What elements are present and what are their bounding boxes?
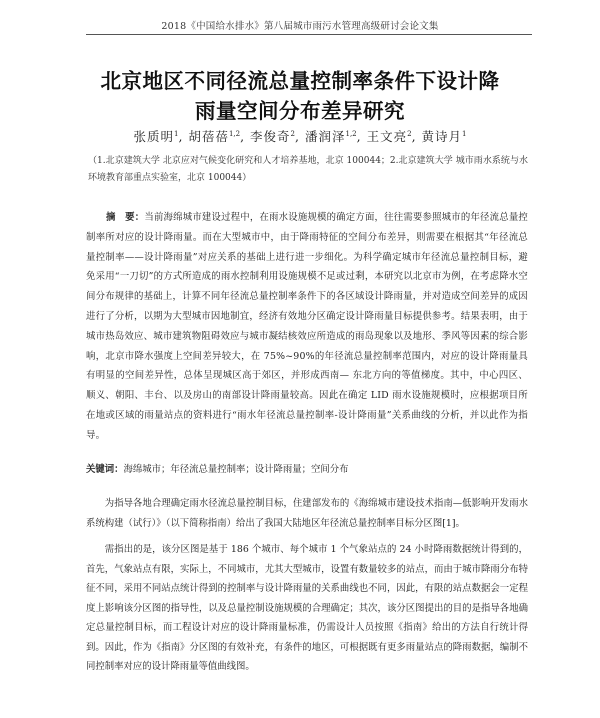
author-3	[250, 129, 295, 144]
author-6	[422, 129, 467, 144]
body-paragraph: 为指导各地合理确定雨水径流总量控制目标，住建部发布的《海绵城市建设技术指南—低影响开发雨水系统构建（试行）》（以下简称指南）给出了我国大陆地区年径流总量控制率目标分区图[1]。	[86, 498, 528, 529]
author-list: 张质明$^1$, 胡蓓蓓$^{1,2}$, 李俊奇$^2$, 潘润泽$^{1,2}$, 王文亮$^2$, 黄诗月$^1$	[133, 129, 467, 144]
author-name: 李俊奇	[250, 129, 291, 144]
author-5	[367, 129, 412, 144]
author-1	[133, 129, 178, 144]
abstract-label: 摘 要：	[106, 212, 145, 223]
author-name: 张质明	[133, 129, 174, 144]
author-name: 黄诗月	[421, 129, 463, 144]
author-affiliation-mark: 1	[174, 129, 179, 138]
keywords-text: 海绵城市；年径流总量控制率；设计降雨量；空间分布	[123, 464, 349, 475]
keywords-label: 关键词：	[86, 464, 124, 475]
author-4	[305, 129, 357, 144]
paper-title-line-2: 雨量空间分布差异研究	[195, 99, 405, 123]
body-paragraph: 需指出的是，该分区图是基于 186 个城市、每个城市 1 个气象站点的 24 小时降雨数据统计得到的，首先，气象站点有限，实际上，不同城市，尤其大型城市，设置有数量较多的站点，而由于城市降雨分布特征不同，采用不同站点统计得到的控制率与设计降雨量的关系曲线也不同，因此，有限的站点数据会一定程度上影响该分区图的指导性，以及总量控制设施规模的合理确定；其次，该分区图提出的目的是指导各地确定总量控制目标，而工程设计对应的设计降雨量标准，仍需设计人员按照《指南》给出的方法自行统计得到。因此，作为《指南》分区图的有效补充，有条件的地区，可根据既有更多雨量站点的降雨数据，编制不同控制率对应的设计降雨量等值曲线图。	[86, 544, 528, 672]
author-affiliation-mark: 2	[407, 129, 412, 138]
author-affiliation-mark: 2	[290, 129, 296, 138]
header-rule	[86, 34, 532, 35]
keywords	[86, 461, 528, 479]
affiliations: （1.北京建筑大学 北京应对气候变化研究和人才培养基地，北京 100044；2.北京建筑大学 城市雨水系统与水环境教育部重点实验室，北京 100044）	[88, 156, 528, 183]
paper-title-line-1: 北京地区不同径流总量控制率条件下设计降	[100, 69, 500, 93]
author-name: 胡蓓蓓	[188, 129, 229, 144]
author-2	[188, 129, 240, 144]
running-header: 2018《中国给水排水》第八届城市雨污水管理高级研讨会论文集	[161, 21, 439, 32]
author-name: 潘润泽	[304, 129, 346, 144]
abstract	[86, 208, 528, 446]
author-affiliation-mark: 1	[462, 129, 467, 138]
author-name: 王文亮	[366, 129, 408, 144]
abstract-text: 当前海绵城市建设过程中，在雨水设施规模的确定方面，往往需要参照城市的年径流总量控制率所对应的设计降雨量。而在大型城市中，由于降雨特征的空间分布差异，则需要在根据其“年径流总量控制率——设计降雨量”对应关系的基础上进行进一步细化。为科学确定城市年径流总量控制目标，避免采用“一刀切”的方式所造成的雨水控制利用设施规模不足或过剩，本研究以北京市为例，在考虑降水空间分布规律的基础上，计算不同年径流总量控制率条件下的各区域设计降雨量，并对造成空间差异的成因进行了分析，以期为大型城市因地制宜，经济有效地分区确定设计降雨量目标提供参考。结果表明，由于城市热岛效应、城市建筑物阻碍效应与城市凝结核效应所造成的雨岛现象以及地形、季风等因素的综合影响，北京市降水强度上空间差异较大，在 75%~90%的年径流总量控制率范围内，对应的设计降雨量具有明显的空间差异性，总体呈现城区高于郊区，并形成西南— 东北方向的等值梯度。其中，中心四区、顺义、朝阳、丰台、以及房山的南部设计降雨量较高。因此在确定 LID 雨水设施规模时，应根据项目所在地或区域的雨量站点的资料进行“雨水年径流总量控制率-设计降雨量”关系曲线的分析，并以此作为指导。	[86, 212, 528, 441]
author-affiliation-mark: 1,2	[345, 129, 357, 138]
body-text	[86, 494, 528, 684]
author-affiliation-mark: 1,2	[228, 129, 241, 138]
